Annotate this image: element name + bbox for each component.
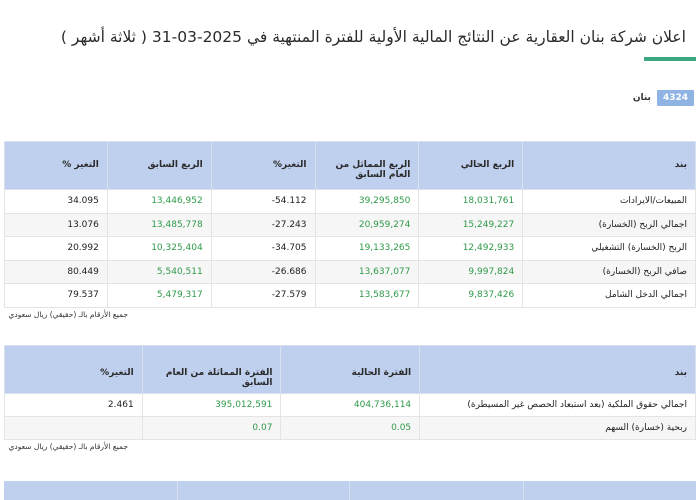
cell-current-quarter: 15,249,227 xyxy=(419,213,523,237)
cell-current-quarter: 18,031,761 xyxy=(419,190,523,214)
ticker-name: بنان xyxy=(632,93,651,103)
cell-current-quarter: 12,492,933 xyxy=(419,237,523,261)
title-underline xyxy=(644,57,696,61)
table-row xyxy=(5,394,696,417)
cell-change-yoy: 26.686- xyxy=(211,260,315,284)
cell-change-qoq: 79.537 xyxy=(5,284,108,308)
column-header: بند xyxy=(523,142,696,190)
cell-change-yoy: 54.112- xyxy=(211,190,315,214)
currency-note: جميع الأرقام بالـ (حقيقي) ريال سعودي xyxy=(8,309,129,319)
table-row xyxy=(5,417,696,440)
column-header: بند xyxy=(420,346,696,394)
cell-current-quarter: 9,997,824 xyxy=(419,260,523,284)
column-header: التغير% xyxy=(5,346,143,394)
page-title: اعلان شركة بنان العقارية عن النتائج المالية الأولية للفترة المنتهية في 2025-03-31 ( ثلاثة أشهر ) xyxy=(60,28,686,46)
cell-change-qoq: 80.449 xyxy=(5,260,108,284)
table-footnote-row xyxy=(5,440,696,454)
table-header-row xyxy=(5,346,696,394)
column-header: الفترة المماثلة من العام السابق xyxy=(142,346,281,394)
column-header: الربع السابق xyxy=(107,142,211,190)
row-label: المبيعات/الايرادات xyxy=(523,190,696,214)
cell-previous-quarter: 10,325,404 xyxy=(107,237,211,261)
cell-previous-quarter: 5,479,317 xyxy=(107,284,211,308)
column-header: الربع المماثل من العام السابق xyxy=(315,142,419,190)
cell-previous-quarter: 13,485,778 xyxy=(107,213,211,237)
row-label: اجمالي حقوق الملكية (بعد استبعاد الحصص غير المسيطرة) xyxy=(420,394,696,417)
cell-same-quarter-last-year: 19,133,265 xyxy=(315,237,419,261)
table-row xyxy=(5,237,696,261)
next-table-header-strip xyxy=(4,481,696,500)
column-header: الربع الحالي xyxy=(419,142,523,190)
table-footnote-row xyxy=(5,307,696,321)
row-label: الربح (الخسارة) التشغيلي xyxy=(523,237,696,261)
column-header: التغير% xyxy=(211,142,315,190)
cell-change-yoy: 27.579- xyxy=(211,284,315,308)
cell-same-quarter-last-year: 20,959,274 xyxy=(315,213,419,237)
row-label: ربحية (خسارة) السهم xyxy=(420,417,696,440)
period-results-table xyxy=(4,345,696,454)
cell-change-qoq: 20.992 xyxy=(5,237,108,261)
row-label: اجمالي الدخل الشامل xyxy=(523,284,696,308)
cell-change-qoq: 13.076 xyxy=(5,213,108,237)
cell-same-quarter-last-year: 13,583,677 xyxy=(315,284,419,308)
ticker-code[interactable]: 4324 xyxy=(657,90,694,106)
cell-change xyxy=(5,417,143,440)
column-header: الفترة الحالية xyxy=(281,346,420,394)
cell-previous-quarter: 5,540,511 xyxy=(107,260,211,284)
table-row xyxy=(5,190,696,214)
cell-current-period: 0.05 xyxy=(281,417,420,440)
cell-previous-quarter: 13,446,952 xyxy=(107,190,211,214)
row-label: صافي الربح (الخسارة) xyxy=(523,260,696,284)
cell-change-yoy: 27.243- xyxy=(211,213,315,237)
table-row xyxy=(5,284,696,308)
cell-current-period: 404,736,114 xyxy=(281,394,420,417)
table-header-row xyxy=(5,142,696,190)
table-row xyxy=(5,213,696,237)
cell-same-quarter-last-year: 39,295,850 xyxy=(315,190,419,214)
cell-change-qoq: 34.095 xyxy=(5,190,108,214)
quarter-results-table xyxy=(4,141,696,321)
cell-same-quarter-last-year: 13,637,077 xyxy=(315,260,419,284)
currency-note: جميع الأرقام بالـ (حقيقي) ريال سعودي xyxy=(8,442,129,452)
cell-same-period-last-year: 395,012,591 xyxy=(142,394,281,417)
cell-change: 2.461 xyxy=(5,394,143,417)
cell-same-period-last-year: 0.07 xyxy=(142,417,281,440)
row-label: اجمالي الربح (الخسارة) xyxy=(523,213,696,237)
table-row xyxy=(5,260,696,284)
column-header: التغير % xyxy=(5,142,108,190)
ticker-badge[interactable] xyxy=(633,90,694,106)
cell-change-yoy: 34.705- xyxy=(211,237,315,261)
cell-current-quarter: 9,837,426 xyxy=(419,284,523,308)
